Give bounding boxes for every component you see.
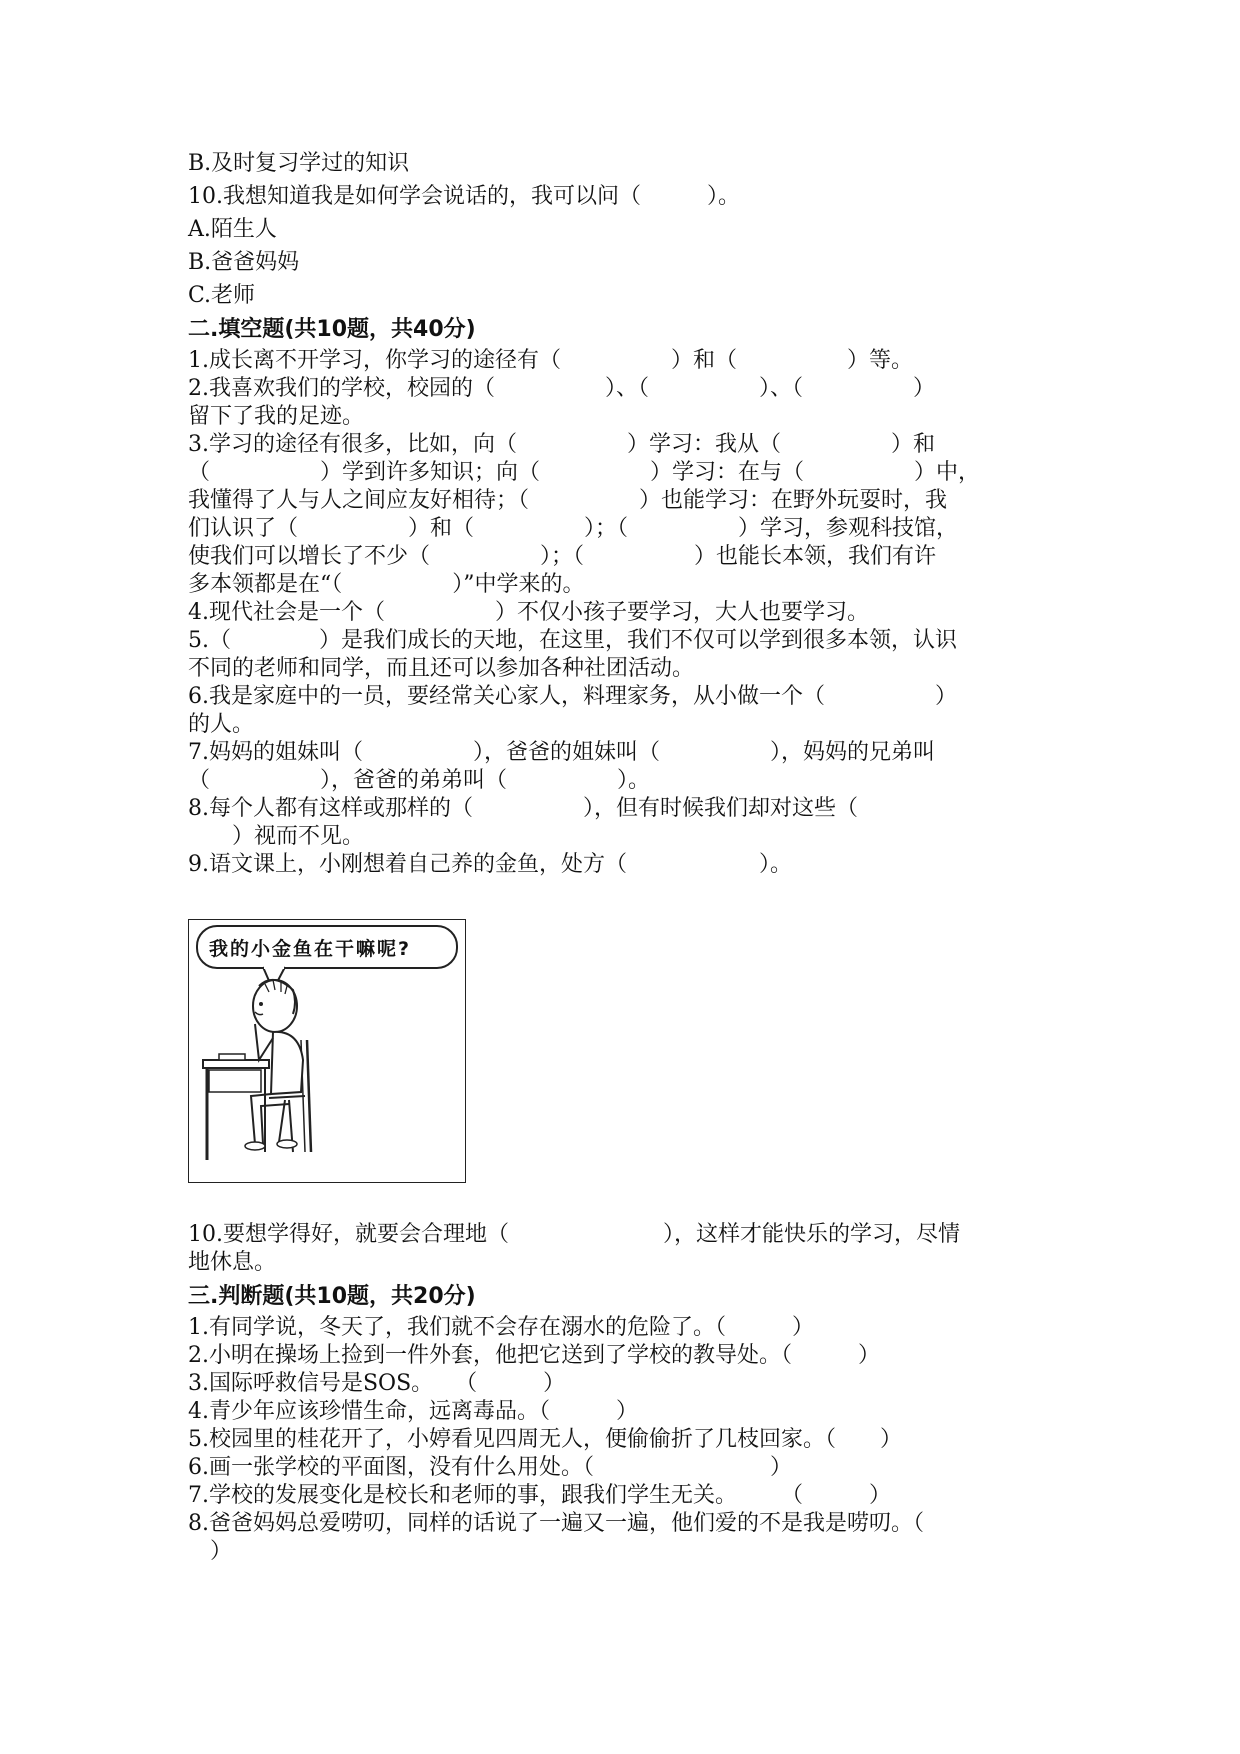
fill-q5-line2: 不同的老师和同学，而且还可以参加各种社团活动。 [188, 656, 695, 681]
fill-q1: 1.成长离不开学习，你学习的途径有（ ）和（ ）等。 [188, 348, 913, 373]
boy-daydreaming-illustration [188, 919, 466, 1183]
speech-bubble-text: 我的小金鱼在干嘛呢? [209, 938, 412, 960]
section-heading-true-false: 三.判断题(共10题，共20分) [188, 1284, 476, 1309]
fill-q3-line4: 们认识了（ ）和（ ）；（ ）学习，参观科技馆， [188, 516, 959, 541]
tf-q2: 2.小明在操场上捡到一件外套，他把它送到了学校的教导处。（ ） [188, 1343, 880, 1368]
fill-q3-line3: 我懂得了人与人之间应友好相待；（ ）也能学习：在野外玩耍时，我 [188, 488, 948, 513]
q10-option-a: A.陌生人 [188, 217, 277, 242]
fill-q6-line2: 的人。 [188, 712, 255, 737]
tf-q4: 4.青少年应该珍惜生命，远离毒品。（ ） [188, 1399, 638, 1424]
q10-stem: 10.我想知道我是如何学会说话的，我可以问（ ）。 [188, 184, 740, 209]
section-heading-fill-in: 二.填空题(共10题，共40分) [188, 317, 476, 342]
tf-q3: 3.国际呼救信号是SOS。 （ ） [188, 1371, 566, 1396]
tf-q6: 6.画一张学校的平面图，没有什么用处。（ ） [188, 1455, 792, 1480]
q10-option-c: C.老师 [188, 283, 256, 308]
fill-q9: 9.语文课上，小刚想着自己养的金鱼，处方（ ）。 [188, 852, 792, 877]
fill-q10-line1: 10.要想学得好，就要会合理地（ ），这样才能快乐的学习，尽情 [188, 1222, 960, 1247]
fill-q5-line1: 5.（ ）是我们成长的天地，在这里，我们不仅可以学到很多本领，认识 [188, 628, 957, 653]
fill-q7-line1: 7.妈妈的姐妹叫（ ），爸爸的姐妹叫（ ），妈妈的兄弟叫 [188, 740, 935, 765]
fill-q10-line2: 地休息。 [188, 1250, 277, 1275]
q10-option-b: B.爸爸妈妈 [188, 250, 300, 275]
fill-q7-line2: （ ），爸爸的弟弟叫（ ）。 [188, 768, 651, 793]
fill-q6-line1: 6.我是家庭中的一员，要经常关心家人，料理家务，从小做一个（ ） [188, 684, 957, 709]
tf-q8-line1: 8.爸爸妈妈总爱唠叨，同样的话说了一遍又一遍，他们爱的不是我是唠叨。（ [188, 1511, 924, 1536]
fill-q3-line6: 多本领都是在“（ ）”中学来的。 [188, 572, 585, 597]
fill-q3-line1: 3.学习的途径有很多，比如，向（ ）学习：我从（ ）和 [188, 432, 935, 457]
worksheet-page [188, 150, 1068, 1566]
fill-q2-line2: 留下了我的足迹。 [188, 404, 365, 429]
tf-q7: 7.学校的发展变化是校长和老师的事，跟我们学生无关。 （ ） [188, 1483, 891, 1508]
tf-q5: 5.校园里的桂花开了，小婷看见四周无人，便偷偷折了几枝回家。（ ） [188, 1427, 902, 1452]
q9-option-b: B.及时复习学过的知识 [188, 151, 410, 176]
fill-q8-line2: ）视而不见。 [188, 824, 365, 849]
fill-q2-line1: 2.我喜欢我们的学校，校园的（ ）、（ ）、（ ） [188, 376, 935, 401]
fill-q4: 4.现代社会是一个（ ）不仅小孩子要学习，大人也要学习。 [188, 600, 869, 625]
fill-q3-line2: （ ）学到许多知识；向（ ）学习：在与（ ）中， [188, 460, 981, 485]
tf-q1: 1.有同学说，冬天了，我们就不会存在溺水的危险了。（ ） [188, 1315, 814, 1340]
fill-q3-line5: 使我们可以增长了不少（ ）；（ ）也能长本领，我们有许 [188, 544, 937, 569]
tf-q8-line2: ） [188, 1539, 233, 1564]
fill-q8-line1: 8.每个人都有这样或那样的（ ），但有时候我们却对这些（ [188, 796, 858, 821]
